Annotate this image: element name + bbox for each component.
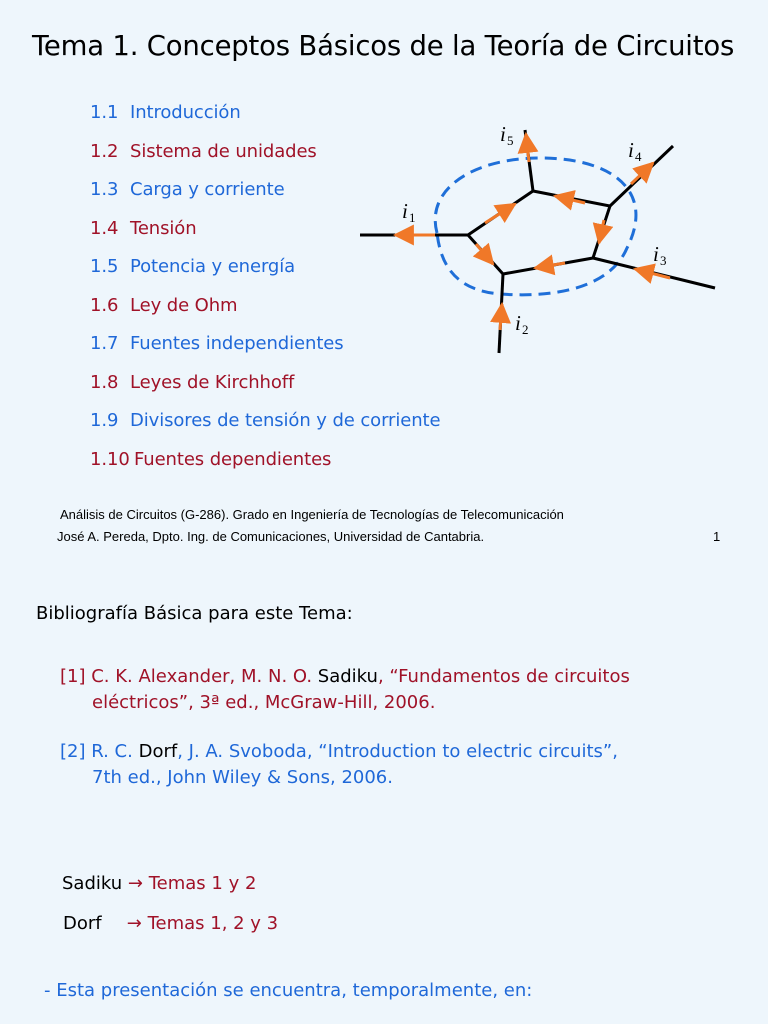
toc-label: Tensión (130, 217, 197, 239)
toc-item (90, 295, 238, 316)
arrow-icon: → (127, 873, 143, 894)
footer-author: José A. Pereda, Dpto. Ing. de Comunicaciones, Universidad de Cantabria. (57, 529, 485, 544)
svg-text:2: 2 (522, 322, 529, 337)
current-label-i1: i (402, 199, 408, 223)
dashed-boundary (435, 158, 636, 295)
current-label-i5: i (500, 122, 506, 146)
toc-item (90, 256, 295, 277)
toc-number: 1.7 (90, 333, 119, 354)
toc-label: Ley de Ohm (130, 294, 238, 316)
reference-1: [1] C. K. Alexander, M. N. O. Sadiku, “Fundamentos de circuitos (60, 666, 630, 687)
toc-item (90, 333, 344, 354)
toc-number: 1.5 (90, 256, 119, 277)
presentation-note: - Esta presentación se encuentra, temporalmente, en: (44, 980, 533, 1001)
toc-item (90, 372, 294, 393)
toc-label: Leyes de Kirchhoff (130, 371, 295, 393)
circuit-node-figure (355, 118, 725, 358)
mapping-sadiku: Sadiku → Temas 1 y 2 (62, 873, 257, 894)
circuit-wires (360, 130, 715, 353)
toc-number: 1.10 (90, 448, 130, 470)
toc-label: Fuentes independientes (130, 333, 344, 354)
toc-item (90, 449, 331, 470)
toc-label: Divisores de tensión y de corriente (130, 410, 441, 431)
toc-label: Fuentes dependientes (134, 448, 332, 470)
current-label-i4: i (628, 138, 634, 162)
toc-item (90, 218, 197, 239)
current-labels (402, 122, 667, 337)
toc-number: 1.8 (90, 371, 119, 393)
arrow-icon: → (126, 913, 142, 934)
current-label-i2: i (515, 311, 521, 335)
toc-number: 1.3 (90, 179, 119, 200)
toc-item (90, 410, 440, 431)
toc-label: Carga y corriente (130, 179, 285, 200)
svg-text:3: 3 (660, 253, 667, 268)
toc-label: Sistema de unidades (130, 140, 317, 162)
toc-number: 1.6 (90, 294, 119, 316)
toc-number: 1.4 (90, 217, 119, 239)
svg-text:1: 1 (409, 210, 416, 225)
toc-number: 1.9 (90, 410, 119, 431)
toc-number: 1.1 (90, 102, 119, 123)
toc-number: 1.2 (90, 140, 119, 162)
toc-item (90, 141, 317, 162)
footer-course: Análisis de Circuitos (G-286). Grado en Ingeniería de Tecnologías de Telecomunicación (60, 507, 564, 522)
reference-2-line2: 7th ed., John Wiley & Sons, 2006. (92, 767, 393, 788)
svg-text:4: 4 (635, 149, 642, 164)
toc-item (90, 179, 285, 200)
svg-text:5: 5 (507, 133, 514, 148)
page-number: 1 (713, 529, 721, 544)
bibliography-heading: Bibliografía Básica para este Tema: (36, 603, 353, 624)
reference-2: [2] R. C. Dorf, J. A. Svoboda, “Introduction to electric circuits”, (60, 741, 618, 762)
mapping-dorf: Dorf → Temas 1, 2 y 3 (63, 913, 279, 934)
current-label-i3: i (653, 242, 659, 266)
toc-label: Introducción (130, 102, 241, 123)
reference-1-line2: eléctricos”, 3ª ed., McGraw-Hill, 2006. (92, 692, 436, 713)
slide-title: Tema 1. Conceptos Básicos de la Teoría de Circuitos (32, 30, 735, 62)
toc-label: Potencia y energía (130, 256, 296, 277)
toc-item (90, 102, 241, 123)
